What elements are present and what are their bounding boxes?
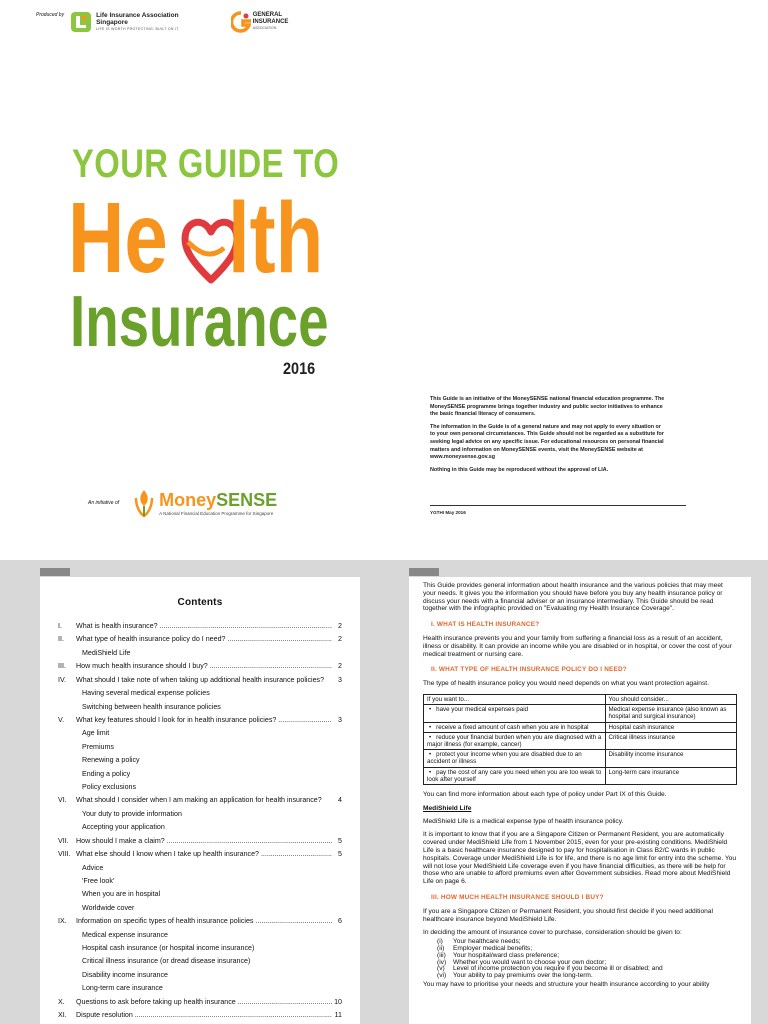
toc-subitem: Ending a policy xyxy=(82,769,131,778)
toc-subitem: Long-term care insurance xyxy=(82,984,163,993)
toc-title: How much health insurance should I buy? ..... xyxy=(76,660,332,673)
toc-page-number: 11 xyxy=(334,1010,342,1019)
table-row xyxy=(424,722,737,732)
toc-page-number: 3 xyxy=(338,715,342,724)
toc-title: Questions to ask before taking up health insurance ..... xyxy=(76,996,332,1009)
gia-name-line2: INSURANCE xyxy=(252,18,289,25)
initiative-label: An initiative of xyxy=(88,500,120,506)
moneysense-logo-icon xyxy=(133,488,155,518)
toc-subitem: Switching between health insurance policies xyxy=(82,702,221,711)
disclaimer-paragraph: This Guide is an initiative of the MoneySENSE national financial education programme. The MoneySENSE programme brings together industry and public sector initiatives to enhance the basic financial literacy of consumers. xyxy=(430,396,665,418)
list-item-number: (iii) xyxy=(437,951,446,959)
list-item-number: (vi) xyxy=(437,972,447,980)
moneysense-tagline: A National Financial Education Programme for Singapore xyxy=(159,510,274,516)
policy-type-table xyxy=(423,694,737,785)
list-item-text: Whether you would want to choose your own doctor; xyxy=(453,958,607,966)
toc-item xyxy=(58,633,342,646)
toc-number: XI. xyxy=(58,1010,67,1019)
lia-logo xyxy=(70,10,179,34)
table-row xyxy=(424,705,737,722)
lia-logo-icon xyxy=(70,10,92,34)
toc-subitem: Age limit xyxy=(82,729,110,738)
page-tab-left xyxy=(40,568,70,576)
toc-number: X. xyxy=(58,997,65,1006)
toc-subitem: Advice xyxy=(82,863,104,872)
lia-subtitle: LIFE IS WORTH PROTECTING, BUILT ON IT xyxy=(96,26,179,31)
table-row xyxy=(424,732,737,749)
page-tab-right xyxy=(409,568,439,576)
toc-page-number: 4 xyxy=(338,796,342,805)
toc-subitem: When you are in hospital xyxy=(82,890,161,899)
table-row xyxy=(424,750,737,767)
toc-number: V. xyxy=(58,715,65,724)
table-cell-consider: Hospital cash insurance xyxy=(605,722,736,732)
toc-subitem: Worldwide cover xyxy=(82,903,135,912)
toc-item xyxy=(58,835,342,848)
more-info-text: You can find more information about each type of policy under Part IX of this Guide. xyxy=(423,791,667,798)
medishield-paragraph-2: It is important to know that if you are a Singapore Citizen or Permanent Resident, you are automatically covered under MediShield Life from 1 November 2015, even for your pre-existing conditions. MediShield Life is a basic healthcare insurance designed to pay for hospitalisation in Class B2/C wards in public hospitals. Coverage under MediShield Life is for life, and there is no age limit for entry into the scheme. You will not lose your MediShield Life coverage even if you have financial difficulties, as there will be help for those who are unable to afford premiums even after Government subsidies. Read more about MediShield Life on page 6. xyxy=(423,831,737,886)
toc-item xyxy=(58,660,342,673)
table-cell-want: • reduce your financial burden when you are diagnosed with a major illness (for example, cancer) xyxy=(424,732,606,749)
toc-page-number: 3 xyxy=(338,675,342,684)
toc-page-number: 2 xyxy=(338,622,342,630)
title-health-pre: He xyxy=(68,182,168,294)
gia-logo-icon xyxy=(231,11,251,33)
toc-item xyxy=(58,620,342,633)
toc-subitem: Policy exclusions xyxy=(82,782,137,791)
list-item-text: Your healthcare needs; xyxy=(453,938,521,946)
table-row xyxy=(424,767,737,784)
lia-name-line1: Life Insurance Association xyxy=(96,11,179,19)
list-item xyxy=(437,973,737,980)
toc-subitem: MediShield Life xyxy=(82,648,131,657)
toc-item xyxy=(58,674,342,688)
producer-logos xyxy=(36,10,288,34)
toc-subitem: 'Free look' xyxy=(82,876,115,885)
toc-subitem: Critical illness insurance (or dread disease insurance) xyxy=(82,957,251,966)
toc-title: What key features should I look for in health insurance policies? ..... xyxy=(76,714,332,727)
table-header-row xyxy=(424,694,737,704)
toc-item xyxy=(58,714,342,727)
toc-number: VIII. xyxy=(58,850,71,859)
title-health xyxy=(68,182,350,294)
section-3-consider: In deciding the amount of insurance cover to purchase, consideration should be given to: xyxy=(423,929,682,937)
toc-subitem: Accepting your application xyxy=(82,823,165,832)
toc-page-number: 5 xyxy=(338,836,342,845)
toc-item xyxy=(58,996,342,1009)
toc-title: Information on specific types of health insurance policies ..... xyxy=(76,915,332,928)
contents-page xyxy=(40,577,360,1024)
toc-item xyxy=(58,1009,342,1022)
list-item-text: Employer medical benefits; xyxy=(453,944,533,952)
section-3-last: You may have to prioritise your needs and structure your health insurance according to your ability xyxy=(423,980,710,988)
gia-logo xyxy=(231,11,289,33)
toc-subitem: Your duty to provide information xyxy=(82,809,182,818)
toc-title: What should I take note of when taking up additional health insurance policies? xyxy=(76,675,325,684)
list-item-number: (ii) xyxy=(437,944,445,952)
disclaimer-text xyxy=(430,396,666,479)
list-item-text: Your hospital/ward class preference; xyxy=(453,951,560,959)
toc-number: II. xyxy=(58,635,64,644)
section-heading-1: I. WHAT IS HEALTH INSURANCE? xyxy=(431,621,540,629)
title-health-post: lth xyxy=(227,182,324,294)
list-item-text: Level of income protection you require if you become ill or disabled; and xyxy=(453,965,663,973)
table-cell-consider: Critical illness insurance xyxy=(605,732,736,749)
toc-item xyxy=(58,915,342,928)
contents-heading: Contents xyxy=(177,597,223,608)
toc-page-number: 5 xyxy=(338,850,342,859)
disclaimer-paragraph: The information in the Guide is of a general nature and may not apply to every situation or to your own personal circumstances. This Guide should not be regarded as a substitute for seeking legal advice on any specific issue. For educational resources on personal financial matters and information on MoneySENSE events, visit the MoneySENSE website at www.moneysense.gov.sg xyxy=(430,423,664,461)
medishield-heading: MediShield Life xyxy=(423,804,472,812)
table-of-contents xyxy=(58,620,342,1022)
lia-name-line2: Singapore xyxy=(96,18,128,26)
medishield-paragraph-1: MediShield Life is a medical expense type of health insurance policy. xyxy=(423,817,624,825)
gia-subtitle: ASSOCIATION xyxy=(252,26,277,31)
table-cell-want: • protect your income when you are disabled due to an accident or illness xyxy=(424,750,606,767)
list-item-text: Your ability to pay premiums over the long-term. xyxy=(453,972,593,980)
list-item-number: (i) xyxy=(437,938,443,946)
moneysense-money: Money xyxy=(159,489,217,510)
moneysense-sense: SENSE xyxy=(216,489,278,510)
toc-number: III. xyxy=(58,662,66,671)
table-header-want: If you want to... xyxy=(424,694,606,704)
gia-name-line1: GENERAL xyxy=(252,12,283,19)
section-3-text: If you are a Singapore Citizen or Permanent Resident, you should first decide if you need additional healthcare insurance beyond MediShield Life. xyxy=(423,907,713,923)
toc-title: What else should I know when I take up health insurance? ..... xyxy=(76,848,332,861)
moneysense-initiative xyxy=(88,488,277,518)
toc-item xyxy=(58,794,342,808)
section-heading-3: III. HOW MUCH HEALTH INSURANCE SHOULD I BUY? xyxy=(431,893,604,901)
toc-title: Dispute resolution ..... xyxy=(76,1009,332,1022)
section-1-text: Health insurance prevents you and your family from suffering a financial loss as a result of an accident, illness or disability. It can provide an income while you are disabled or in hospital, or cover the cost of your medical treatment or nursing care. xyxy=(423,634,732,658)
list-item-number: (v) xyxy=(437,965,445,973)
title-your-guide-to: YOUR GUIDE TO xyxy=(72,142,340,186)
table-cell-consider: Long-term care insurance xyxy=(605,767,736,784)
toc-subitem: Premiums xyxy=(82,742,114,751)
toc-subitem: Medical expense insurance xyxy=(82,930,168,939)
table-cell-consider: Medical expense insurance (also known as hospital and surgical insurance) xyxy=(605,705,736,722)
intro-paragraph: This Guide provides general information about health insurance and the various policies that may meet your needs. It gives you the information you should have before you buy any health insurance policy or discuss your needs with a financial adviser or an insurance intermediary. This Guide should be read together with the infographic provided on "Evaluating my Health Insurance Coverage". xyxy=(423,582,723,613)
title-insurance: Insurance xyxy=(70,282,329,362)
toc-subitem: Renewing a policy xyxy=(82,756,140,765)
toc-subitem: Disability income insurance xyxy=(82,970,168,979)
toc-title: How should I make a claim? ..... xyxy=(76,835,332,848)
toc-page-number: 6 xyxy=(338,917,342,926)
list-item-number: (iv) xyxy=(437,958,447,966)
document-code: YGTHI May 2016 xyxy=(430,510,466,515)
produced-by-label: Produced by xyxy=(36,12,65,18)
toc-number: I. xyxy=(58,622,62,630)
toc-subitem: Hospital cash insurance (or hospital income insurance) xyxy=(82,943,255,952)
toc-number: VII. xyxy=(58,836,69,845)
section-2-text: The type of health insurance policy you would need depends on what you want protection against. xyxy=(423,680,709,688)
toc-page-number: 2 xyxy=(338,635,342,644)
toc-subitem: Having several medical expense policies xyxy=(82,689,210,698)
table-cell-consider: Disability income insurance xyxy=(605,750,736,767)
toc-title: What should I consider when I am making an application for health insurance? xyxy=(76,796,322,805)
table-cell-want: • have your medical expenses paid xyxy=(424,705,606,722)
table-cell-want: • pay the cost of any care you need when you are too weak to look after yourself xyxy=(424,767,606,784)
consideration-list xyxy=(437,939,737,980)
toc-page-number: 2 xyxy=(338,662,342,671)
toc-title: What is health insurance? ..... xyxy=(76,620,332,633)
disclaimer-paragraph: Nothing in this Guide may be reproduced without the approval of LIA. xyxy=(430,466,609,473)
toc-item xyxy=(58,848,342,861)
toc-number: IX. xyxy=(58,917,67,926)
table-cell-want: • receive a fixed amount of cash when you are in hospital xyxy=(424,722,606,732)
toc-page-number: 10 xyxy=(334,997,342,1006)
toc-title: What type of health insurance policy do I need? ..... xyxy=(76,633,332,646)
title-year: 2016 xyxy=(283,359,316,378)
toc-number: VI. xyxy=(58,796,67,805)
guide-body-page xyxy=(409,577,751,1024)
toc-number: IV. xyxy=(58,675,67,684)
section-heading-2: II. WHAT TYPE OF HEALTH INSURANCE POLICY DO I NEED? xyxy=(431,666,627,674)
disclaimer-divider xyxy=(430,505,686,506)
table-header-consider: You should consider... xyxy=(605,694,736,704)
